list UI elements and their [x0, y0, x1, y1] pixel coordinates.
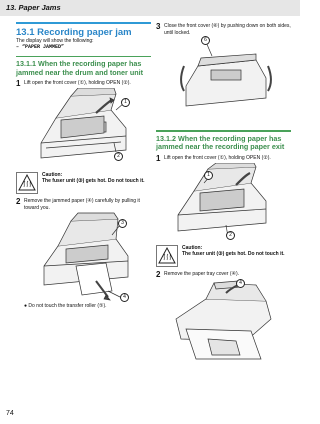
subsection-title: 13.1.1 When the recording paper has jammed near the drum and toner unit	[16, 59, 143, 77]
step-number: 2	[16, 197, 21, 206]
paper-removal-illustration	[16, 211, 151, 303]
subsection-rule	[16, 56, 151, 58]
fax-paper-jam-icon	[16, 211, 151, 303]
caution-text: The fuser unit (③) gets hot. Do not touch it.	[182, 250, 285, 257]
hot-surface-warning-icon	[156, 245, 178, 267]
page-number: 74	[6, 410, 14, 417]
caution-title: Caution:	[182, 244, 203, 251]
step-text: Remove the paper tray cover (④).	[164, 270, 240, 277]
fax-closed-icon	[156, 36, 291, 116]
step-1	[156, 155, 291, 163]
step-number: 2	[156, 269, 161, 279]
step-number: 1	[16, 79, 21, 88]
left-column	[16, 22, 151, 310]
caution-box	[156, 245, 291, 267]
bullet-icon: ●	[24, 303, 29, 309]
fax-open-illustration-2	[156, 163, 291, 241]
step-text: Close the front cover (⑥) by pushing down on both sides, until locked.	[164, 23, 291, 36]
fax-open-illustration	[16, 88, 151, 168]
section-title: 13.1 Recording paper jam	[16, 26, 132, 38]
subsection-title: 13.1.2 When the recording paper has jammed near the recording paper exit	[156, 133, 285, 151]
chapter-title: 13. Paper Jams	[6, 3, 61, 12]
intro-text: The display will show the following:	[16, 37, 94, 44]
step-number: 3	[156, 22, 161, 31]
step-2	[156, 271, 291, 279]
fax-machine-icon	[16, 88, 151, 168]
subsection-rule	[156, 130, 291, 132]
callout-1: 1	[204, 171, 213, 180]
page-header	[0, 0, 300, 16]
bullet-text: Do not touch the transfer roller (⑤).	[28, 303, 107, 309]
paper-tray-icon	[156, 279, 291, 367]
callout-4: 4	[236, 279, 245, 288]
close-cover-illustration	[156, 36, 291, 116]
section-rule	[16, 22, 151, 24]
step-text: Lift open the front cover (①), holding OPEN (②).	[164, 154, 271, 161]
callout-3: 3	[118, 219, 127, 228]
hot-surface-warning-icon	[16, 172, 38, 194]
display-message: – “PAPER JAMMED”	[16, 44, 65, 50]
callout-4: 4	[120, 293, 129, 302]
step-text: Lift open the front cover (①), holding OPEN (②).	[24, 80, 131, 86]
caution-title: Caution:	[42, 172, 63, 178]
step-3	[156, 23, 291, 36]
caution-text: The fuser unit (③) gets hot. Do not touch it.	[42, 178, 145, 185]
callout-6: 6	[201, 36, 210, 45]
callout-1: 1	[121, 98, 130, 107]
bullet-note	[16, 303, 151, 310]
step-number: 1	[156, 153, 161, 163]
step-1	[16, 80, 151, 88]
fax-machine-icon	[156, 163, 291, 241]
caution-box	[16, 172, 151, 194]
right-column	[156, 23, 291, 367]
callout-2: 2	[114, 152, 123, 161]
tray-cover-illustration	[156, 279, 291, 367]
step-text: Remove the jammed paper (④) carefully by pulling it toward you.	[24, 198, 140, 211]
step-2	[16, 198, 151, 211]
callout-2: 2	[226, 231, 235, 240]
